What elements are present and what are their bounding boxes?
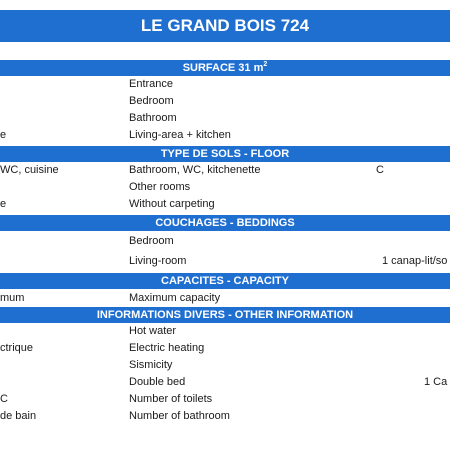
row-label-fr: e (0, 129, 7, 141)
table-row (0, 231, 450, 251)
table-row (0, 76, 450, 93)
section-header-beddings: COUCHAGES - BEDDINGS (0, 215, 450, 231)
row-label-en: Maximum capacity (129, 292, 221, 304)
row-label-fr: ctrique (0, 342, 34, 354)
table-row (0, 251, 450, 271)
row-label-en: Bedroom (129, 95, 174, 107)
section-surface (0, 60, 450, 144)
row-label-fr: e (0, 198, 7, 210)
row-label-en: Bathroom, WC, kitchenette (129, 164, 261, 176)
row-label-en: Other rooms (129, 181, 191, 193)
row-label-en: Sismicity (129, 359, 173, 371)
table-row (0, 391, 450, 408)
table-row (0, 408, 450, 425)
row-label-en: Hot water (129, 325, 177, 337)
section-beddings (0, 215, 450, 271)
section-capacity (0, 273, 450, 307)
table-row (0, 93, 450, 110)
table-row (0, 374, 450, 391)
table-row (0, 323, 450, 340)
row-label-fr: WC, cuisine (0, 164, 59, 176)
row-label-fr: mum (0, 292, 25, 304)
row-value: 1 Ca (424, 376, 448, 388)
table-row (0, 196, 450, 213)
row-label-en: Living-area + kitchen (129, 129, 231, 141)
row-label-en: Number of toilets (129, 393, 213, 405)
row-label-en: Entrance (129, 78, 174, 90)
row-label-fr: C (0, 393, 8, 405)
table-row (0, 179, 450, 196)
section-floor (0, 146, 450, 213)
row-label-en: Without carpeting (129, 198, 215, 210)
row-value: C (376, 164, 384, 176)
table-row (0, 127, 450, 144)
row-value: 1 canap-lit/so (382, 255, 448, 267)
table-row (0, 162, 450, 179)
section-header-other-information: INFORMATIONS DIVERS - OTHER INFORMATION (0, 307, 450, 323)
row-label-en: Bedroom (129, 235, 174, 247)
row-label-en: Bathroom (129, 112, 177, 124)
row-label-en: Electric heating (129, 342, 205, 354)
section-other-information (0, 307, 450, 425)
section-header-floor: TYPE DE SOLS - FLOOR (0, 146, 450, 162)
row-label-en: Number of bathroom (129, 410, 230, 422)
table-row (0, 340, 450, 357)
superscript-two: 2 (263, 61, 268, 68)
row-label-en: Double bed (129, 376, 186, 388)
row-label-fr: de bain (0, 410, 37, 422)
section-header-surface: SURFACE 31 $m^2$ (0, 60, 450, 76)
table-row (0, 289, 450, 307)
page-title: LE GRAND BOIS 724 (0, 10, 450, 42)
row-label-en: Living-room (129, 255, 187, 267)
table-row (0, 357, 450, 374)
section-header-capacity: CAPACITES - CAPACITY (0, 273, 450, 289)
table-row (0, 110, 450, 127)
